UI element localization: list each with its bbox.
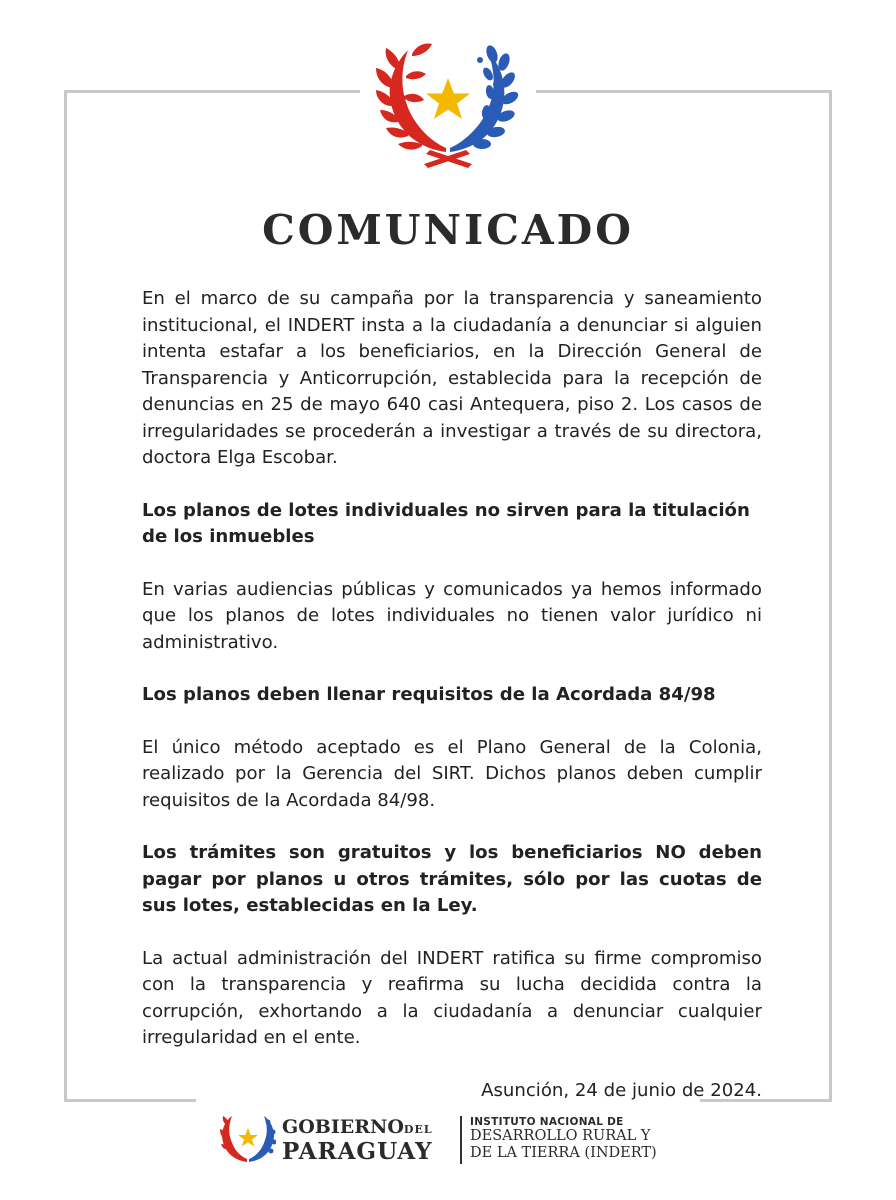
institute-line-3: DE LA TIERRA (INDERT): [470, 1145, 657, 1161]
gold-star-icon: [426, 78, 470, 119]
footer-branding: [214, 1110, 694, 1170]
individual-plans-paragraph: En varias audiencias públicas y comunicados ya hemos informado que los planos de lotes individuales no tienen valor jurídico ni administrativo.: [142, 578, 762, 653]
intro-paragraph: En el marco de su campaña por la transparencia y saneamiento institucional, el INDERT insta a la ciudadanía a denunciar si alguien intenta estafar a los beneficiarios, en la Dirección General de Transparencia y Anticorrupción, establecida para la recepción de denuncias en 25 de mayo 640 casi Antequera, piso 2. Los casos de irregularidades se procederán a investigar a través de su directora, doctora Elga Escobar.: [142, 288, 762, 468]
del-text: DEL: [403, 1123, 433, 1136]
free-procedures-paragraph: Los trámites son gratuitos y los beneficiarios NO deben pagar por planos u otros trámites, sólo por las cuotas de sus lotes, establecidas en la Ley.: [142, 842, 762, 916]
gobierno-label: [282, 1116, 433, 1138]
section-heading-individual-plans: Los planos de lotes individuales no sirven para la titulación de los inmuebles: [142, 499, 750, 547]
institute-line-1: INSTITUTO NACIONAL DE: [470, 1116, 624, 1128]
acordada-paragraph: El único método aceptado es el Plano General de la Colonia, realizado por la Gerencia del SIRT. Dichos planos deben cumplir requisitos de la Acordada 84/98.: [142, 736, 762, 811]
paraguay-label: PARAGUAY: [282, 1138, 433, 1165]
section-heading-acordada: Los planos deben llenar requisitos de la Acordada 84/98: [142, 684, 716, 705]
footer-emblem-icon: [220, 1114, 276, 1166]
footer-divider: [460, 1116, 462, 1164]
closing-paragraph: La actual administración del INDERT ratifica su firme compromiso con la transparencia y reafirma su lucha decidida contra la corrupción, exhortando a la ciudadanía a denunciar cualquier irregularidad en el ente.: [142, 947, 762, 1048]
page-title: COMUNICADO: [262, 206, 634, 254]
institute-name: [470, 1116, 700, 1162]
document-body: [142, 286, 762, 1130]
date-line: Asunción, 24 de junio de 2024.: [481, 1079, 762, 1101]
institute-line-2: DESARROLLO RURAL Y: [470, 1128, 651, 1144]
gobierno-text: GOBIERNO: [282, 1116, 404, 1138]
crossed-stems-icon: [424, 150, 472, 168]
government-emblem: [376, 40, 520, 168]
